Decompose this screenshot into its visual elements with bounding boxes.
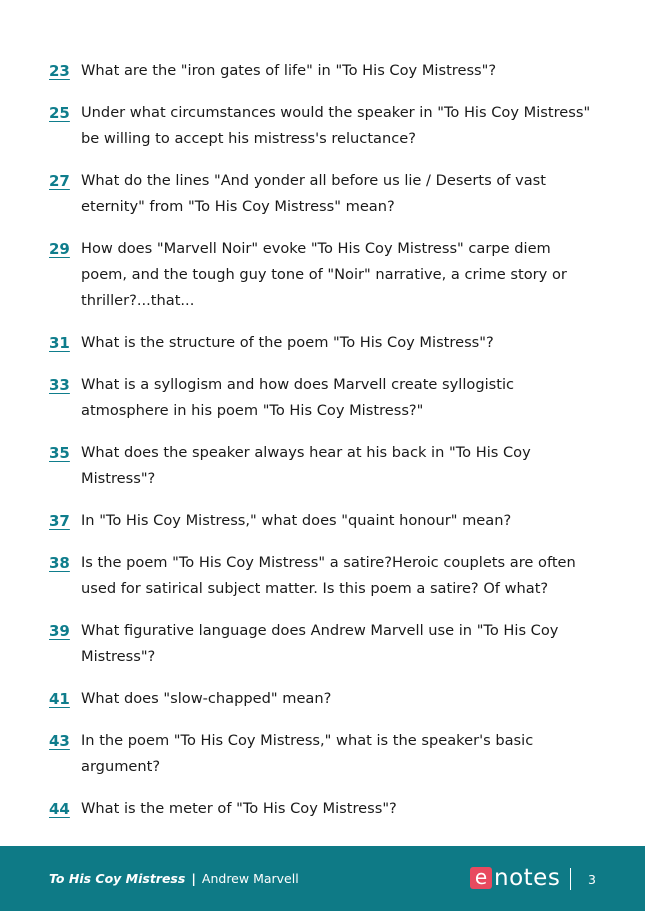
question-item — [0, 508, 645, 534]
question-item — [0, 686, 645, 712]
question-number-link[interactable]: 37 — [49, 512, 70, 530]
question-number-link[interactable]: 35 — [49, 444, 70, 462]
question-item — [0, 728, 645, 780]
question-text: What does the speaker always hear at his back in "To His Coy Mistress"? — [81, 444, 531, 487]
enotes-logo-text: notes — [494, 865, 561, 891]
question-text: In the poem "To His Coy Mistress," what is the speaker's basic argument? — [81, 732, 534, 775]
question-text: How does "Marvell Noir" evoke "To His Coy Mistress" carpe diem poem, and the tough guy tone of "Noir" narrative, a crime story or thriller?...that... — [81, 240, 567, 309]
question-number-link[interactable]: 38 — [49, 554, 70, 572]
question-text: In "To His Coy Mistress," what does "quaint honour" mean? — [81, 512, 512, 529]
page-number: 3 — [588, 872, 596, 887]
page-footer — [0, 846, 645, 911]
question-text: What figurative language does Andrew Marvell use in "To His Coy Mistress"? — [81, 622, 559, 665]
footer-book-title: To His Coy Mistress — [49, 871, 186, 886]
question-text: What do the lines "And yonder all before us lie / Deserts of vast eternity" from "To His Coy Mistress" mean? — [81, 172, 546, 215]
question-list — [0, 58, 645, 838]
question-number-link[interactable]: 29 — [49, 240, 70, 258]
question-number-link[interactable]: 44 — [49, 800, 70, 818]
question-item — [0, 440, 645, 492]
question-text: Is the poem "To His Coy Mistress" a satire?Heroic couplets are often used for satirical subject matter. Is this poem a satire? Of what? — [81, 554, 576, 597]
question-item — [0, 100, 645, 152]
enotes-logo[interactable] — [470, 865, 560, 891]
question-text: What is the structure of the poem "To His Coy Mistress"? — [81, 334, 494, 351]
question-number-link[interactable]: 39 — [49, 622, 70, 640]
question-number-link[interactable]: 25 — [49, 104, 70, 122]
footer-book-info — [49, 870, 299, 888]
enotes-logo-mark-icon: e — [470, 867, 492, 889]
question-number-link[interactable]: 43 — [49, 732, 70, 750]
question-number-link[interactable]: 33 — [49, 376, 70, 394]
footer-divider — [570, 868, 571, 890]
question-number-link[interactable]: 31 — [49, 334, 70, 352]
question-item — [0, 618, 645, 670]
question-item — [0, 796, 645, 822]
footer-separator: | — [191, 871, 196, 886]
question-number-link[interactable]: 27 — [49, 172, 70, 190]
question-text: Under what circumstances would the speaker in "To His Coy Mistress" be willing to accept his mistress's reluctance? — [81, 104, 591, 147]
question-text: What does "slow-chapped" mean? — [81, 690, 332, 707]
question-item — [0, 168, 645, 220]
question-item — [0, 330, 645, 356]
question-item — [0, 372, 645, 424]
question-item — [0, 550, 645, 602]
question-number-link[interactable]: 41 — [49, 690, 70, 708]
question-text: What is a syllogism and how does Marvell create syllogistic atmosphere in his poem "To His Coy Mistress?" — [81, 376, 515, 419]
question-text: What is the meter of "To His Coy Mistress"? — [81, 800, 397, 817]
question-number-link[interactable]: 23 — [49, 62, 70, 80]
question-item — [0, 58, 645, 84]
question-text: What are the "iron gates of life" in "To His Coy Mistress"? — [81, 62, 497, 79]
footer-author: Andrew Marvell — [201, 871, 299, 886]
question-item — [0, 236, 645, 314]
